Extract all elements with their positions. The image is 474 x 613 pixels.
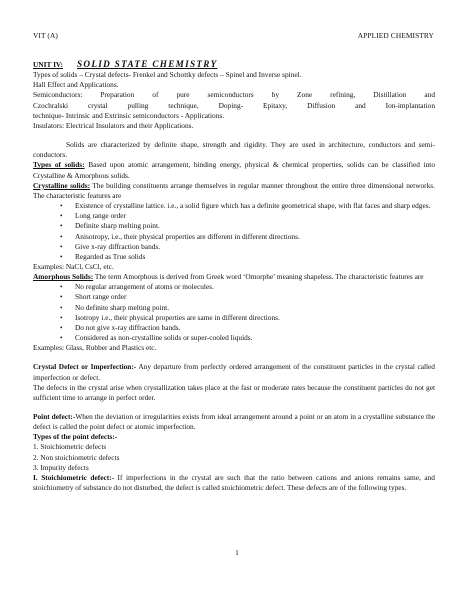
point-defect-type: 1. Stoichiometric defects: [33, 442, 107, 452]
unit-heading: [33, 59, 435, 70]
types-label: Types of solids:: [33, 160, 85, 170]
list-item: • Definite sharp melting point.: [60, 221, 435, 231]
header-right: APPLIED CHEMISTRY: [357, 31, 434, 40]
list-item: • Short range order: [60, 292, 435, 302]
insulators-line: [33, 121, 435, 131]
insulators-label: Insulators:: [33, 120, 65, 130]
crystalline-text: The building constituents arrange themselves in regular manner throughout the entire three dimensional networks. The characteristic features are: [33, 180, 435, 200]
defect-label: Crystal Defect or Imperfection:-: [33, 362, 137, 372]
amorphous-paragraph: [33, 272, 435, 282]
intro-paragraph: Solids are characterized by definite shape, strength and rigidity. They are used in architecture, conductors and semi-conductors.: [33, 140, 435, 160]
insulators-text: Electrical Insulators and their Applications.: [64, 120, 194, 130]
defect-paragraph: [33, 362, 435, 382]
list-item: • No definite sharp melting point.: [60, 303, 435, 313]
point-defect-type: 2. Non stoichiometric defects: [33, 452, 120, 462]
defect-text: Any departure from perfectly ordered arrangement of the constituent particles in the crystal called imperfection or defect.: [33, 362, 435, 382]
crystalline-examples: Examples: NaCl, CsCl, etc.: [33, 261, 114, 271]
list-item: • Anisotropy, i.e., their physical properties are different in different directions.: [60, 232, 435, 242]
types-paragraph: [33, 160, 435, 180]
list-item: • No regular arrangement of atoms or molecules.: [60, 282, 435, 292]
list-item: • Do not give x-ray diffraction bands.: [60, 323, 435, 333]
point-defect-types-heading: Types of the point defects:-: [33, 432, 118, 442]
types-text: Based upon atomic arrangement, binding energy, physical & chemical properties, solids can be classified into Crystalline & Amorphous solids.: [33, 160, 435, 180]
unit-label: UNIT IV:: [33, 60, 63, 69]
amorphous-text: The term Amorphous is derived from Greek word ‘Omorphe’ meaning shapeless. The characteristic features are: [93, 272, 424, 282]
point-defect-label: Point defect:-: [33, 412, 76, 421]
header-left: VIT (A): [33, 31, 58, 40]
syllabus-line: Czochralski crystal pulling technique, Doping- Epitaxy, Diffusion and Ion-implantation: [33, 100, 435, 110]
amorphous-label: Amorphous Solids:: [33, 272, 94, 282]
unit-title: SOLID STATE CHEMISTRY: [77, 59, 218, 69]
crystalline-features: [33, 201, 435, 262]
amorphous-features: [33, 282, 435, 343]
list-item: • Regarded as True solids: [60, 252, 435, 262]
list-item: • Existence of crystalline lattice. i.e., a solid figure which has a definite geometrical shape, with flat faces and sharp edges.: [60, 201, 435, 211]
syllabus-line: Semiconductors: Preparation of pure semiconductors by Zone refining, Distillation and: [33, 90, 435, 100]
syllabus-line: Hall Effect and Applications.: [33, 80, 119, 90]
list-item: • Long range order: [60, 211, 435, 221]
list-item: • Isotropy i.e., their physical properties are same in different directions.: [60, 313, 435, 323]
point-defect-type: 3. Impurity defects: [33, 462, 89, 472]
stoichiometric-label: I. Stoichiometric defect:-: [33, 472, 115, 482]
point-defect-paragraph: [33, 412, 435, 432]
stoichiometric-text: If imperfections in the crystal are such that the ratio between cations and anions remains same, and stoichiometry of substance do not disturbed, the defect is called stoichiometric defect. These defects are of the following types.: [33, 472, 435, 493]
syllabus-line: Types of solids – Crystal defects- Frenkel and Schottky defects – Spinel and Inverse spinel.: [33, 70, 302, 80]
list-item: • Give x-ray diffraction bands.: [60, 242, 435, 252]
list-item: • Considered as non-crystalline solids or super-cooled liquids.: [60, 333, 435, 343]
page-content: [33, 59, 435, 493]
crystalline-label: Crystalline solids:: [33, 180, 91, 190]
stoichiometric-paragraph: [33, 473, 435, 493]
defect-paragraph-2: The defects in the crystal arise when crystallization takes place at the fast or moderate rates because the constituent particles do not get sufficient time to arrange in perfect order.: [33, 382, 435, 402]
syllabus-line: technique- Intrinsic and Extrinsic semiconductors - Applications.: [33, 110, 225, 120]
crystalline-paragraph: [33, 181, 435, 201]
point-defect-text: When the deviation or irregularities exists from ideal arrangement around a point or an atom in a crystalline substance the defect is called the point defect or atomic imperfection.: [33, 412, 435, 432]
page-number: 1: [235, 548, 239, 557]
amorphous-examples: Examples: Glass, Rubber and Plastics etc.: [33, 343, 157, 353]
